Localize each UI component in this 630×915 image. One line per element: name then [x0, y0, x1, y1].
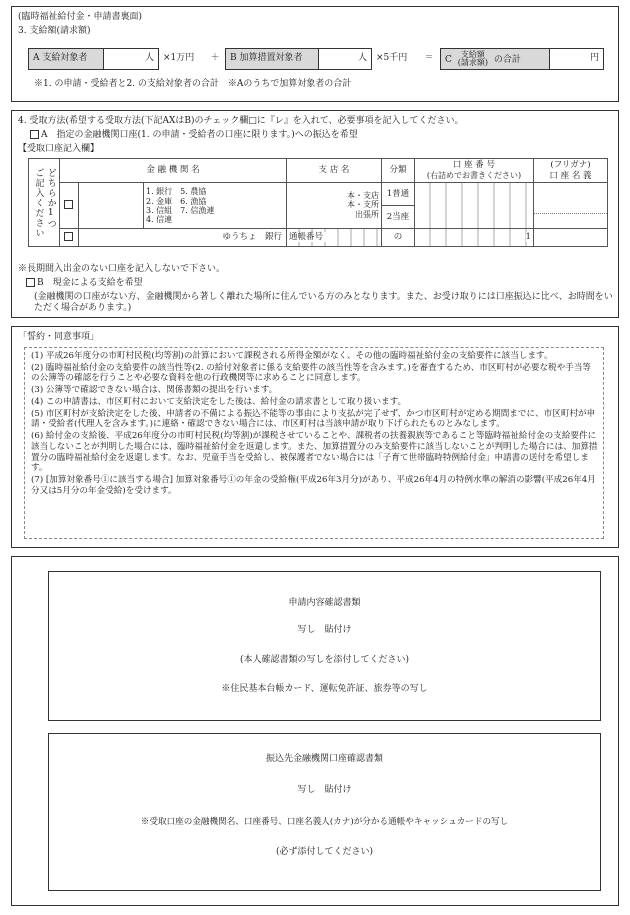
c-total: の合計 [493, 54, 521, 65]
no-cell: の [381, 229, 414, 247]
option-a-label: A 指定の金融機関口座(1. の申請・受給者の口座に限ります。)への振込を希望 [41, 130, 358, 140]
option-b-note: (金融機関の口座がない方、金融機関から著しく離れた場所に住んでいる方のみとなります。また、お受け取りには口座振込に比べ、お時間をいただく場合があります。) [34, 292, 613, 314]
fill-label: 【受取口座記入欄】 [18, 144, 100, 154]
consent-item: (2) 臨時福祉給付金の支給要件の該当性等(2. の給付対象者に係る支給要件の該当性等を含みます。)を審査するため、市区町村が必要な税や手当等の公簿等の確認を行うことや必要な資料を他の行政機関等に求めることに同意します。 [31, 362, 592, 384]
branch-types: 本・支店 本・支所 出張所 [346, 191, 379, 219]
plus-sign: ＋ [210, 53, 220, 64]
side-label: ご記入ください [33, 167, 44, 238]
bank-types: 1. 銀行 5. 農協 2. 金庫 6. 漁協 3. 信組 7. 信漁連 4. 信連 [144, 183, 287, 229]
yucho-checkbox[interactable] [64, 232, 73, 241]
consent-item: (5) 市区町村が支給決定をした後、申請者の不備による振込不能等の事由により支払が完了せず、かつ市区町村が定める期間までに、市区町村が申請・受給者(代理人を含みます。)に連絡・確認できない場合には、市区町村は当該申請が取り下げられたものとみなします。 [31, 408, 596, 430]
bank-document-sub: 写し 貼付け [297, 785, 352, 796]
dormant-note: ※長期間入出金のない口座を記入しないで下さい。 [18, 264, 226, 274]
a-count-field[interactable] [104, 49, 159, 70]
account-right-align-note: (右詰めでお書きください) [426, 170, 522, 180]
bank-name-header: 金 融 機 関 名 [60, 159, 287, 183]
b-count-field[interactable] [319, 49, 372, 70]
section4-box [11, 110, 619, 318]
consent-title: 「誓約・同意事項」 [18, 332, 100, 342]
consent-item: (7) [加算対象番号①に該当する場合] 加算対象番号①の年金の受給権(平成26年3月分)があり、平成26年4月の特例水準の解消の影響(平成26年4月分又は5月分の年金受給)を受けます。 [31, 475, 596, 496]
c-label [441, 49, 550, 70]
branch-header: 支 店 名 [286, 159, 381, 183]
b-unit: 人 [357, 53, 367, 64]
a-unit: 人 [144, 53, 154, 64]
holder-field[interactable] [533, 183, 607, 229]
c-amount-field[interactable] [550, 49, 604, 70]
consent-box [11, 326, 619, 548]
id-document-title: 申請内容確認書類 [288, 598, 361, 608]
side-label-2: どちらか1つ [45, 167, 56, 229]
kana-field[interactable] [534, 198, 607, 214]
consent-item: (6) 給付金の支給後、平成26年度分の市町村民税(均等割)が課税させていることや、課税者の扶養親族等であること等臨時福祉給付金の支給要件に該当しないことが判明した場合には、臨時福祉給付金を返還します。また、加算措置分のみ支給要件に該当しないことが判明した場合には、加算措置分の臨時福祉給付金を返還します。なお、児童手当を受給し、被保護者でない場合には「子育て世帯臨時特例給付金」申請書の送付を希望します。 [31, 431, 598, 474]
b-label: B 加算措置対象者 [226, 49, 319, 70]
amount-table [28, 48, 604, 70]
option-a [30, 130, 358, 141]
c-unit: 円 [589, 53, 599, 64]
passbook-label: 通帳番号 [289, 232, 326, 242]
equals-sign: ＝ [424, 53, 434, 64]
holder-header [533, 159, 607, 183]
attachments-box [11, 556, 619, 906]
kana-label: (フリガナ) [550, 160, 591, 170]
amount-note: ※1. の申請・受給者と2. の支給対象者の合計 ※Aのうちで加算対象者の合計 [34, 79, 352, 89]
type-cell [381, 183, 414, 229]
yucho-bank: ゆうちょ 銀行 [222, 232, 282, 243]
bank-name-field[interactable] [79, 183, 144, 229]
bank-document-title: 振込先金融機関口座確認書類 [265, 754, 383, 764]
branch-field[interactable] [286, 183, 381, 229]
yucho-checkbox-cell [60, 229, 79, 247]
passbook-one: 1 [525, 232, 531, 243]
bank-document-examples: ※受取口座の金融機関名、口座番号、口座名義人(カナ)が分かる通帳やキャッシュカードの写し [140, 816, 509, 827]
section4-title: 4. 受取方法(希望する受取方法(下記AXはB)のチェック欄□に『レ』を入れて、必要事項を記入してください。 [18, 116, 464, 126]
yucho-label [79, 229, 287, 247]
a-mult: ×1万円 [163, 53, 195, 64]
side-label-cell [29, 159, 60, 247]
consent-list [24, 347, 604, 539]
id-document-sub: 写し 貼付け [297, 625, 352, 636]
account-number-field[interactable] [414, 183, 533, 229]
form-header: (臨時福祉給付金・申請書裏面) [18, 12, 143, 22]
account-header [414, 159, 533, 183]
yucho-holder-field[interactable] [533, 229, 607, 247]
holder-label: 口 座 名 義 [549, 170, 592, 181]
bank-document-area[interactable] [48, 733, 601, 891]
c-sub: 支給額 (請求額) [457, 49, 489, 67]
bank-checkbox[interactable] [64, 200, 73, 209]
section3-box [11, 6, 619, 102]
bank-table [28, 158, 608, 247]
option-b-checkbox[interactable] [26, 278, 35, 287]
a-label: A 支給対象者 [29, 49, 104, 70]
b-mult: ×5千円 [376, 53, 408, 64]
consent-item: (4) この申請書は、市区町村において支給決定をした後は、給付金の請求書として取り扱います。 [31, 396, 407, 407]
option-b [26, 278, 143, 289]
type-checking[interactable]: 2当座 [386, 212, 410, 223]
type-savings[interactable]: 1普通 [382, 183, 414, 206]
id-document-area[interactable] [48, 571, 601, 721]
option-b-label: B 現金による支給を希望 [37, 278, 143, 288]
id-document-note: (本人確認書類の写しを添付してください) [239, 654, 410, 665]
c-letter: C [445, 54, 452, 65]
type-header: 分類 [381, 159, 414, 183]
account-number-label: 口 座 番 号 [452, 160, 496, 171]
id-document-examples: ※住民基本台帳カード、運転免許証、旅券等の写し [221, 683, 428, 694]
consent-item: (3) 公簿等で確認できない場合は、関係書類の提出を行います。 [31, 385, 278, 396]
consent-item: (1) 平成26年度分の市町村民税(均等割)の計算において課税される所得金額がなく、その他の臨時福祉給付金の支給要件に該当します。 [31, 351, 553, 361]
passbook-cell[interactable] [286, 229, 381, 247]
bank-checkbox-cell [60, 183, 79, 229]
option-a-checkbox[interactable] [30, 130, 39, 139]
section3-title: 3. 支給額(請求額) [18, 26, 91, 36]
passbook-number-field[interactable] [414, 229, 533, 247]
bank-document-note: (必ず添付してください) [275, 847, 374, 858]
